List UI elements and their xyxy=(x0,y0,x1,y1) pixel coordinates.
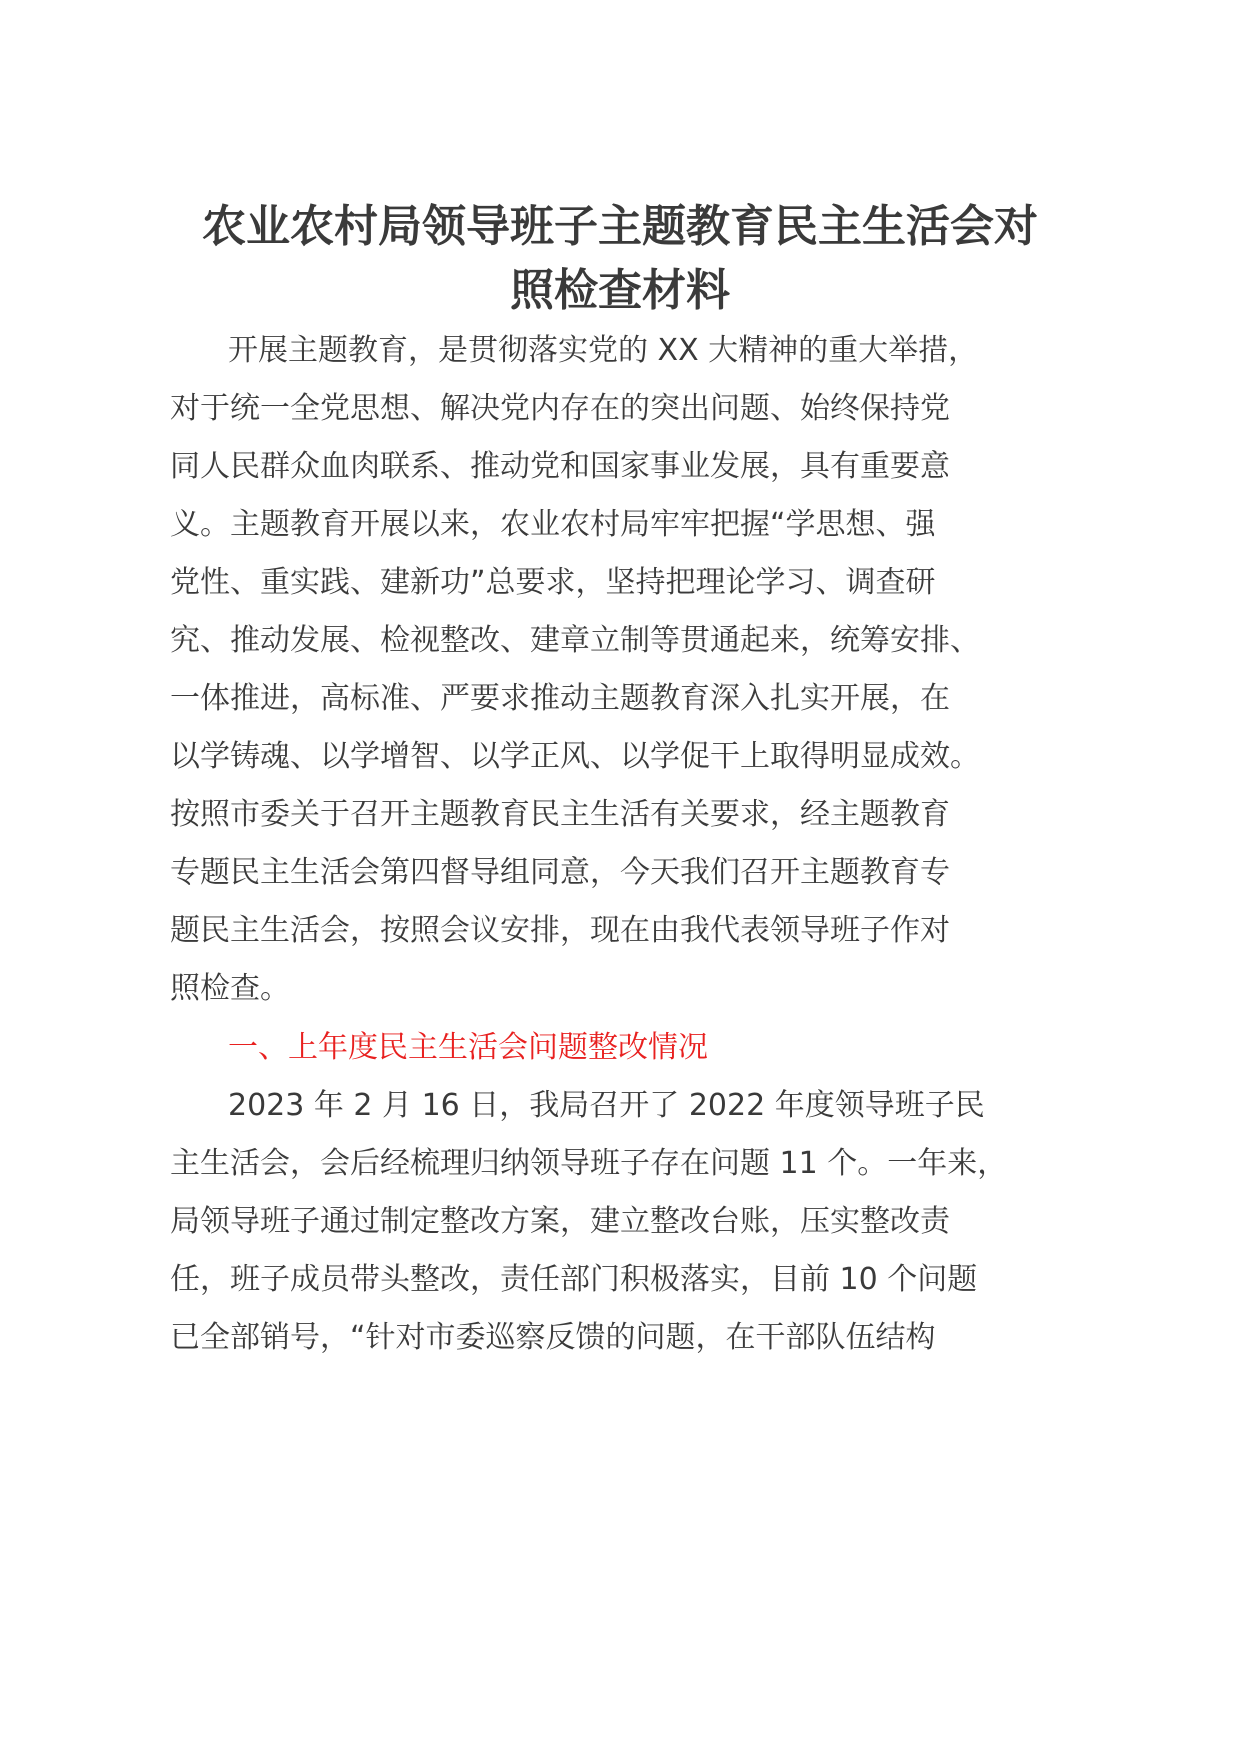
section-1-line-5: 已全部销号，“针对市委巡察反馈的问题，在干部队伍结构 xyxy=(170,1320,936,1355)
title-line-2: 照检查材料 xyxy=(510,265,730,316)
section-1-heading: 一、上年度民主生活会问题整改情况 xyxy=(228,1030,708,1065)
intro-line-2: 对于统一全党思想、解决党内存在的突出问题、始终保持党 xyxy=(170,391,950,426)
intro-line-6: 究、推动发展、检视整改、建章立制等贯通起来，统筹安排、 xyxy=(170,623,980,658)
intro-line-12: 照检查。 xyxy=(170,971,290,1006)
intro-line-3: 同人民群众血肉联系、推动党和国家事业发展，具有重要意 xyxy=(170,449,950,484)
section-1-line-1: 2023 年 2 月 16 日，我局召开了 2022 年度领导班子民 xyxy=(228,1088,985,1123)
intro-line-9: 按照市委关于召开主题教育民主生活有关要求，经主题教育 xyxy=(170,797,950,832)
intro-line-8: 以学铸魂、以学增智、以学正风、以学促干上取得明显成效。 xyxy=(170,739,980,774)
intro-line-7: 一体推进，高标准、严要求推动主题教育深入扎实开展，在 xyxy=(170,681,950,716)
intro-line-10: 专题民主生活会第四督导组同意，今天我们召开主题教育专 xyxy=(170,855,950,890)
section-1-line-2: 主生活会，会后经梳理归纳领导班子存在问题 11 个。一年来， xyxy=(170,1146,1008,1181)
intro-line-4: 义。主题教育开展以来，农业农村局牢牢把握“学思想、强 xyxy=(170,507,936,542)
document-title xyxy=(170,195,1070,323)
intro-line-5: 党性、重实践、建新功”总要求，坚持把理论学习、调查研 xyxy=(170,565,936,600)
intro-line-1: 开展主题教育，是贯彻落实党的 XX 大精神的重大举措， xyxy=(228,333,979,368)
intro-line-11: 题民主生活会，按照会议安排，现在由我代表领导班子作对 xyxy=(170,913,950,948)
section-1-line-3: 局领导班子通过制定整改方案，建立整改台账，压实整改责 xyxy=(170,1204,950,1239)
title-line-1: 农业农村局领导班子主题教育民主生活会对 xyxy=(202,201,1038,252)
section-1-line-4: 任，班子成员带头整改，责任部门积极落实，目前 10 个问题 xyxy=(170,1262,978,1297)
